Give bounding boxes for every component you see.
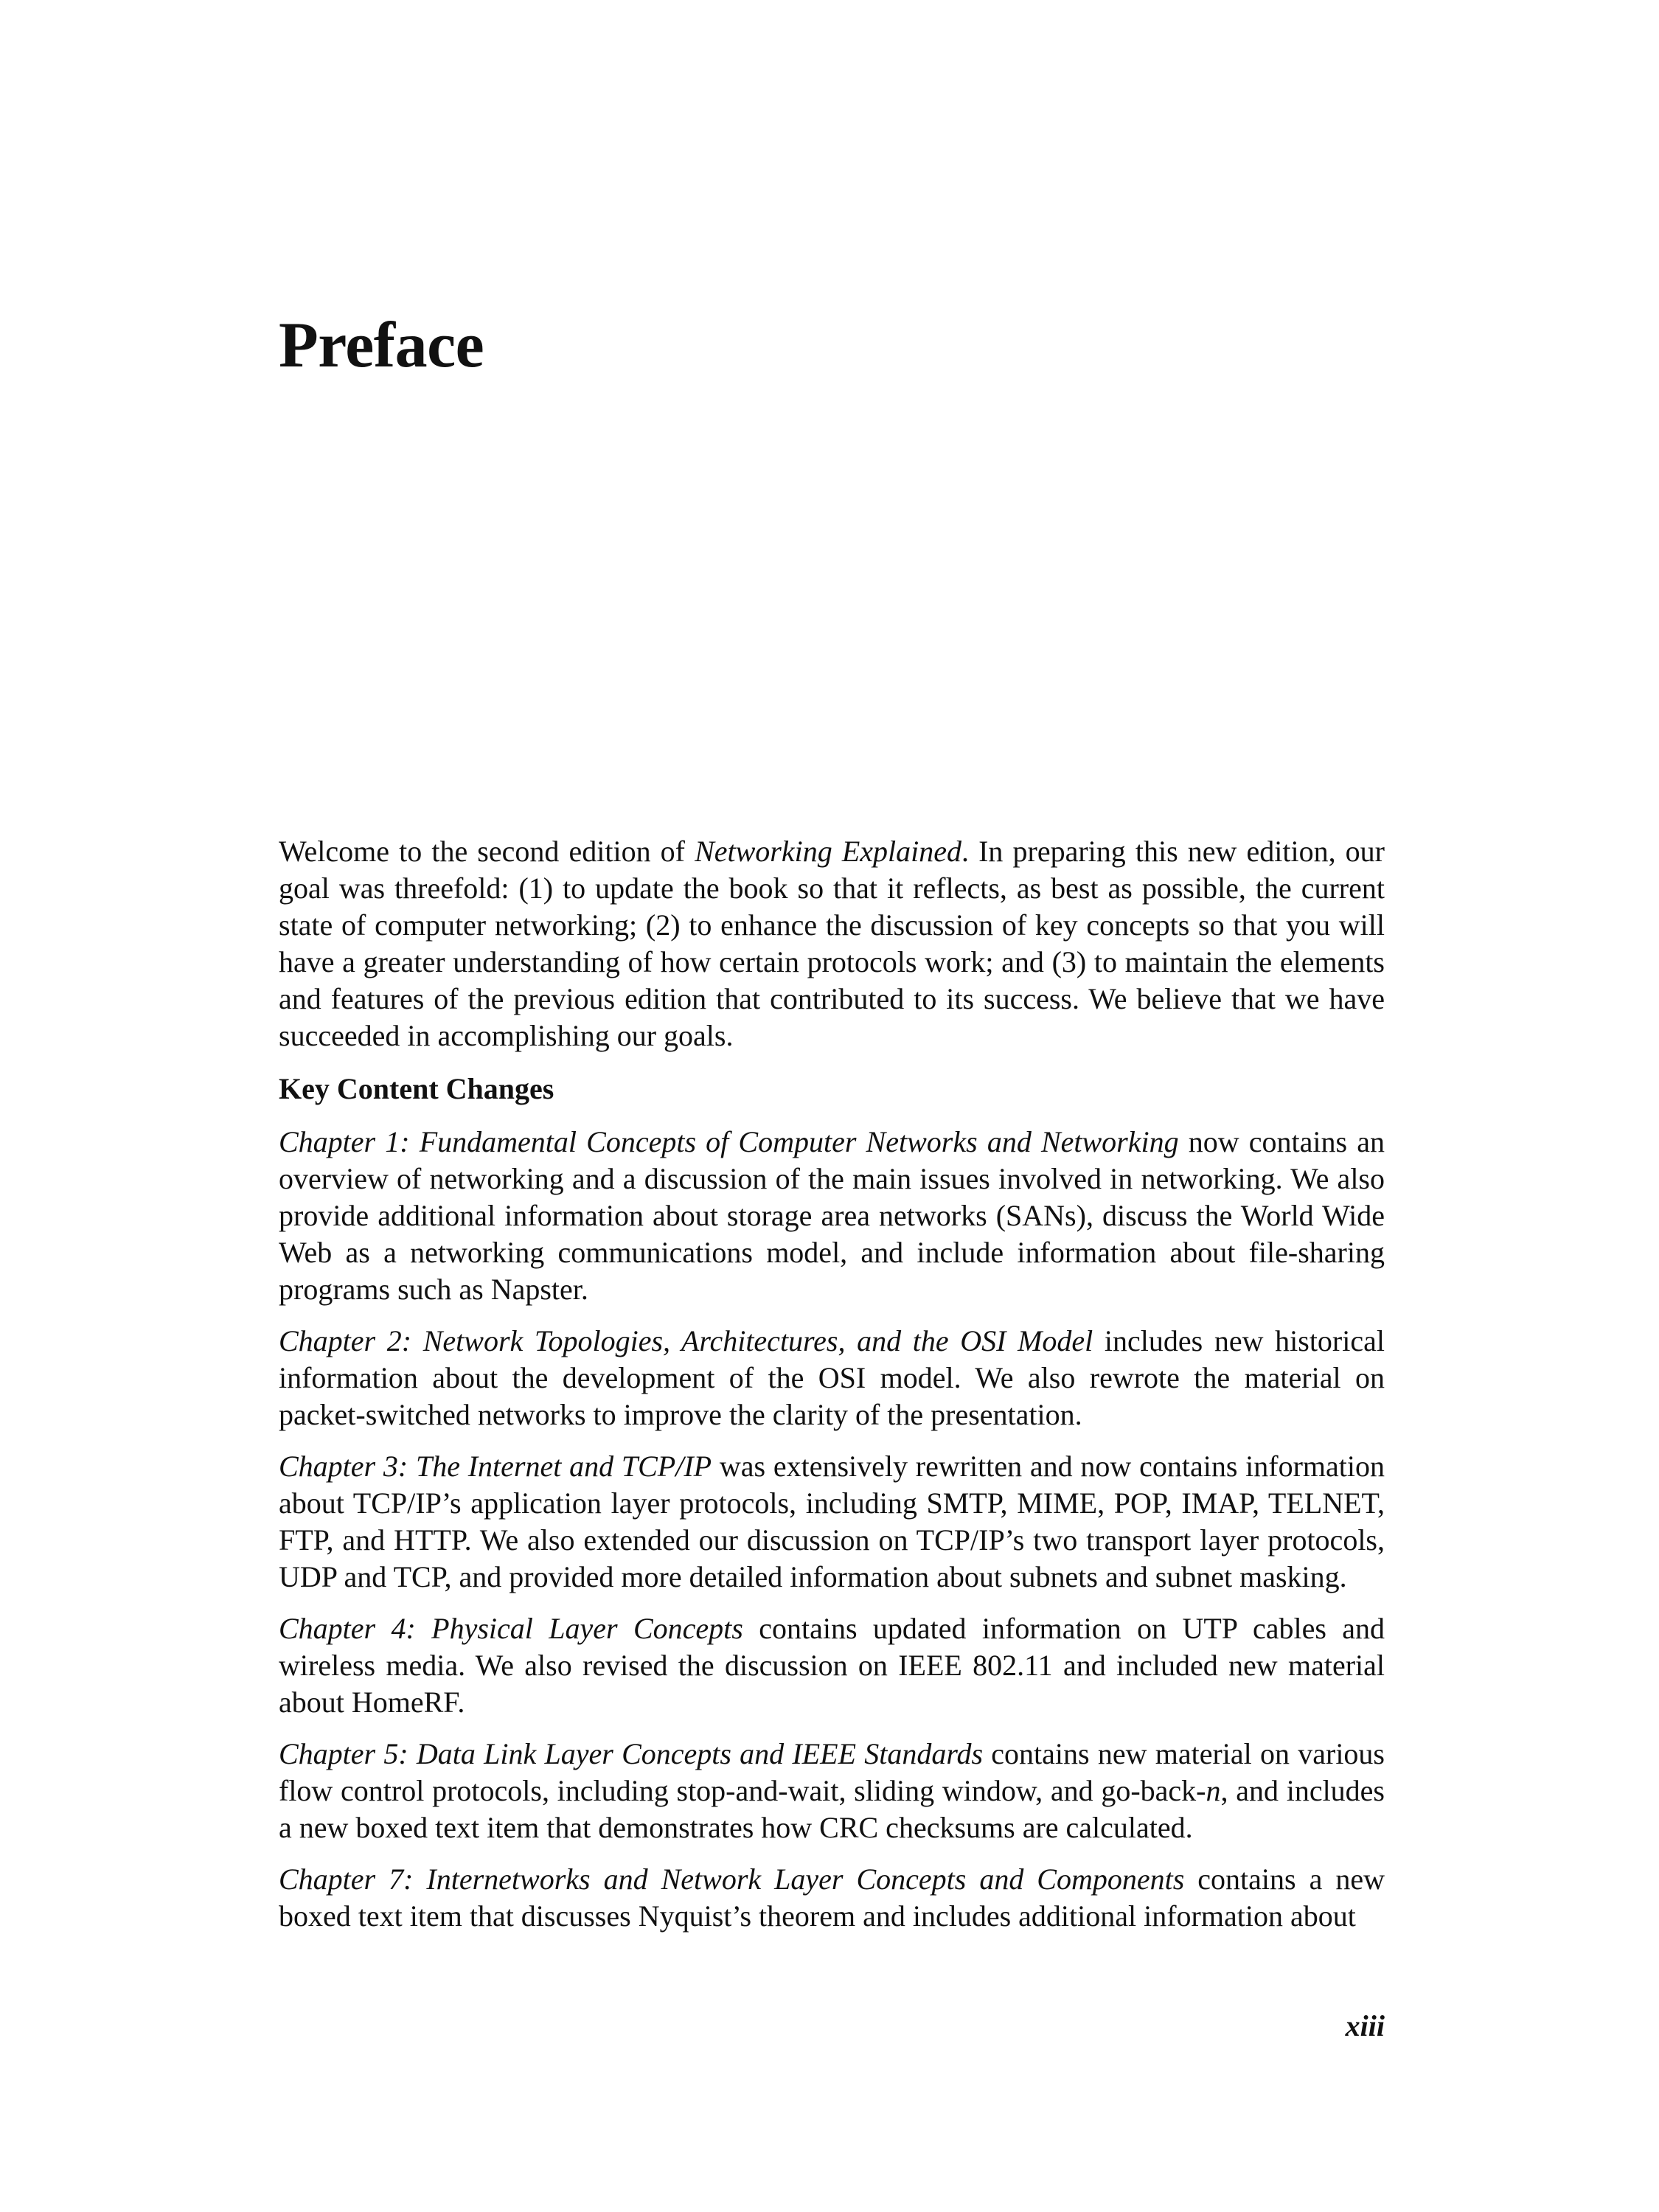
chapter-3-title: Chapter 3: The Internet and TCP/IP xyxy=(279,1450,712,1483)
chapter-7-paragraph xyxy=(279,1861,1385,1935)
intro-paragraph xyxy=(279,833,1385,1054)
chapter-7-text: contains a new boxed text item that discusses Nyquist’s theorem and includes additional information about xyxy=(279,1863,1385,1933)
chapter-1-title: Chapter 1: Fundamental Concepts of Computer Networks and Networking xyxy=(279,1125,1179,1158)
intro-text-after: . In preparing this new edition, our goal was threefold: (1) to update the book so that it reflects, as best as possible, the current state of computer networking; (2) to enhance the discussion of key concepts so that you will have a greater understanding of how certain protocols work; and (3) to maintain the elements and features of the previous edition that contributed to its success. We believe that we have succeeded in accomplishing our goals. xyxy=(279,835,1385,1052)
chapter-4-paragraph xyxy=(279,1610,1385,1721)
chapter-7-title: Chapter 7: Internetworks and Network Layer Concepts and Components xyxy=(279,1863,1185,1896)
chapter-4-title: Chapter 4: Physical Layer Concepts xyxy=(279,1612,743,1645)
chapter-4-text: contains updated information on UTP cables and wireless media. We also revised the discussion on IEEE 802.11 and included new material about HomeRF. xyxy=(279,1612,1385,1719)
chapter-2-paragraph xyxy=(279,1323,1385,1433)
chapter-5-title: Chapter 5: Data Link Layer Concepts and IEEE Standards xyxy=(279,1737,984,1770)
chapter-2-title: Chapter 2: Network Topologies, Architectures, and the OSI Model xyxy=(279,1324,1093,1357)
section-heading: Key Content Changes xyxy=(279,1072,554,1105)
chapter-3-text: was extensively rewritten and now contains information about TCP/IP’s application layer protocols, including SMTP, MIME, POP, IMAP, TELNET, FTP, and HTTP. We also extended our discussion on TCP/IP’s two transport layer protocols, UDP and TCP, and provided more detailed information about subnets and subnet masking. xyxy=(279,1450,1385,1593)
body-text xyxy=(279,833,1385,1935)
chapter-2-text: includes new historical information about the development of the OSI model. We also rewrote the material on packet-switched networks to improve the clarity of the presentation. xyxy=(279,1324,1385,1431)
chapter-5-text-before: contains new material on various flow control protocols, including stop-and-wait, sliding window, and go-back- xyxy=(279,1737,1385,1807)
page-number: xiii xyxy=(1345,2009,1385,2042)
book-title: Networking Explained xyxy=(695,835,961,868)
chapter-5-paragraph xyxy=(279,1736,1385,1846)
chapter-1-paragraph xyxy=(279,1124,1385,1308)
chapter-3-paragraph xyxy=(279,1448,1385,1596)
intro-text-before: Welcome to the second edition of xyxy=(279,835,695,868)
chapter-5-italic-term: n xyxy=(1206,1774,1221,1807)
chapter-5-text-after: , and includes a new boxed text item that demonstrates how CRC checksums are calculated. xyxy=(279,1774,1385,1844)
page-title: Preface xyxy=(279,310,484,381)
chapter-1-text: now contains an overview of networking and a discussion of the main issues involved in networking. We also provide additional information about storage area networks (SANs), discuss the World Wide Web as a networking communications model, and include information about file-sharing programs such as Napster. xyxy=(279,1125,1385,1306)
